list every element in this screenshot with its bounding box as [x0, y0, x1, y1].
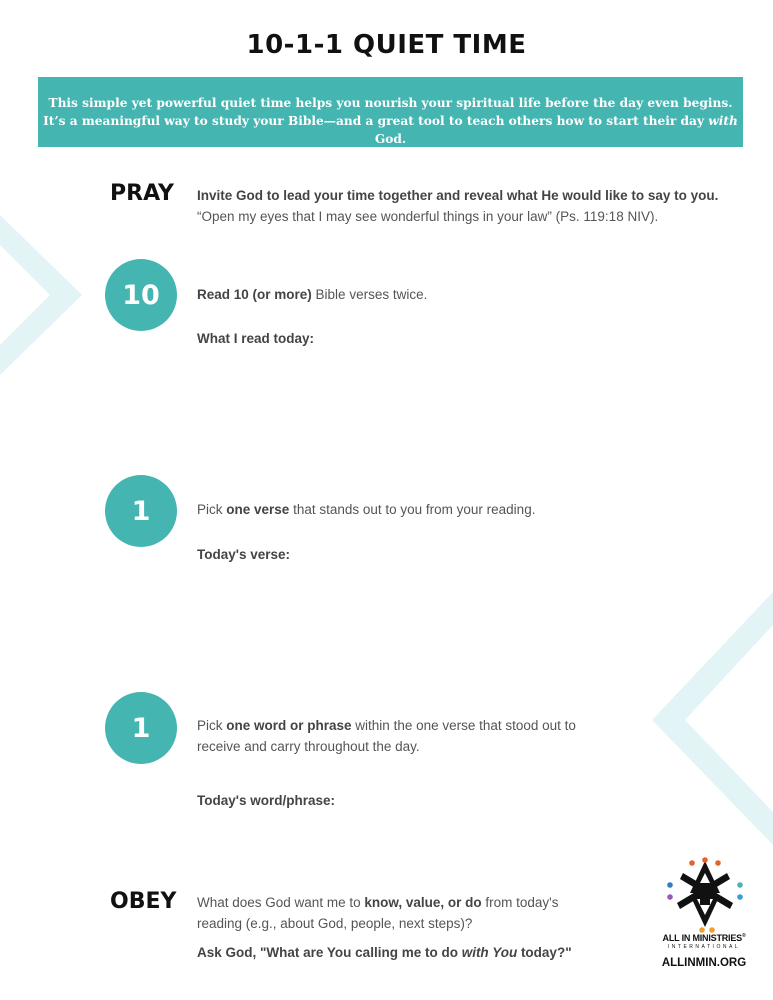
step-verse-after: that stands out to you from your reading.: [289, 502, 536, 517]
obey-ask-after: today?": [517, 945, 572, 960]
banner-line-2-end: God.: [374, 132, 407, 146]
step-read-instruction: [197, 284, 427, 305]
obey-line-2: reading (e.g., about God, people, next steps)?: [197, 916, 473, 931]
pray-quote: “Open my eyes that I may see wonderful things in your law” (Ps. 119:18 NIV).: [197, 209, 659, 224]
step-word-instruction: [197, 715, 576, 736]
ministry-logo-icon: [660, 857, 750, 933]
step-verse-instruction: [197, 499, 535, 520]
step-word-text: [197, 715, 576, 757]
obey-bold: know, value, or do: [364, 895, 482, 910]
step-read-rest: Bible verses twice.: [311, 287, 428, 302]
step-verse-text: [197, 499, 535, 520]
banner-line-2: [38, 112, 743, 148]
step-word-badge: 1: [105, 692, 177, 764]
banner-line-1: This simple yet powerful quiet time helps you nourish your spiritual life before the day even begins.: [48, 96, 733, 110]
logo-org-name-text: ALL IN MINISTRIES: [662, 933, 742, 943]
logo-org-subtitle: INTERNATIONAL: [667, 944, 741, 950]
pray-instruction: Invite God to lead your time together and reveal what He would like to say to you.: [197, 188, 719, 203]
step-10-badge: 10: [105, 259, 177, 331]
step-read-bold: Read 10 (or more): [197, 287, 312, 302]
todays-verse-prompt: Today's verse:: [197, 547, 291, 562]
left-chevron-shape: [0, 215, 82, 375]
logo-registered-mark: ®: [741, 933, 746, 939]
step-word-before: Pick: [197, 718, 227, 733]
step-word-line-2: receive and carry throughout the day.: [197, 739, 420, 754]
step-verse-before: Pick: [197, 502, 227, 517]
pray-label: PRAY: [110, 181, 174, 206]
obey-ask-before: Ask God, "What are You calling me to do: [197, 945, 462, 960]
obey-question: [197, 892, 558, 913]
obey-before: What does God want me to: [197, 895, 365, 910]
read-today-prompt: What I read today:: [197, 331, 315, 346]
step-word-after: within the one verse that stood out to: [351, 718, 576, 733]
step-read-text: [197, 284, 427, 305]
step-verse-bold: one verse: [226, 502, 290, 517]
website-link[interactable]: ALLINMIN.ORG: [661, 957, 747, 969]
step-verse-badge: 1: [105, 475, 177, 547]
banner-emphasis: with: [708, 114, 738, 128]
banner-line-2-text: It’s a meaningful way to study your Bible—and a great tool to teach others how to start their day: [43, 114, 709, 128]
todays-word-prompt: Today's word/phrase:: [197, 793, 335, 808]
obey-label: OBEY: [110, 889, 177, 914]
obey-ask: [197, 942, 572, 963]
obey-ask-emphasis: with You: [461, 945, 518, 960]
logo-org-name: [644, 933, 764, 943]
right-chevron-shape: [652, 592, 773, 845]
obey-after: from today's: [481, 895, 559, 910]
intro-banner: [38, 77, 743, 147]
page-title: 10-1-1 QUIET TIME: [246, 30, 527, 60]
pray-text: [197, 185, 718, 227]
step-word-bold: one word or phrase: [226, 718, 352, 733]
obey-text: [197, 892, 558, 934]
